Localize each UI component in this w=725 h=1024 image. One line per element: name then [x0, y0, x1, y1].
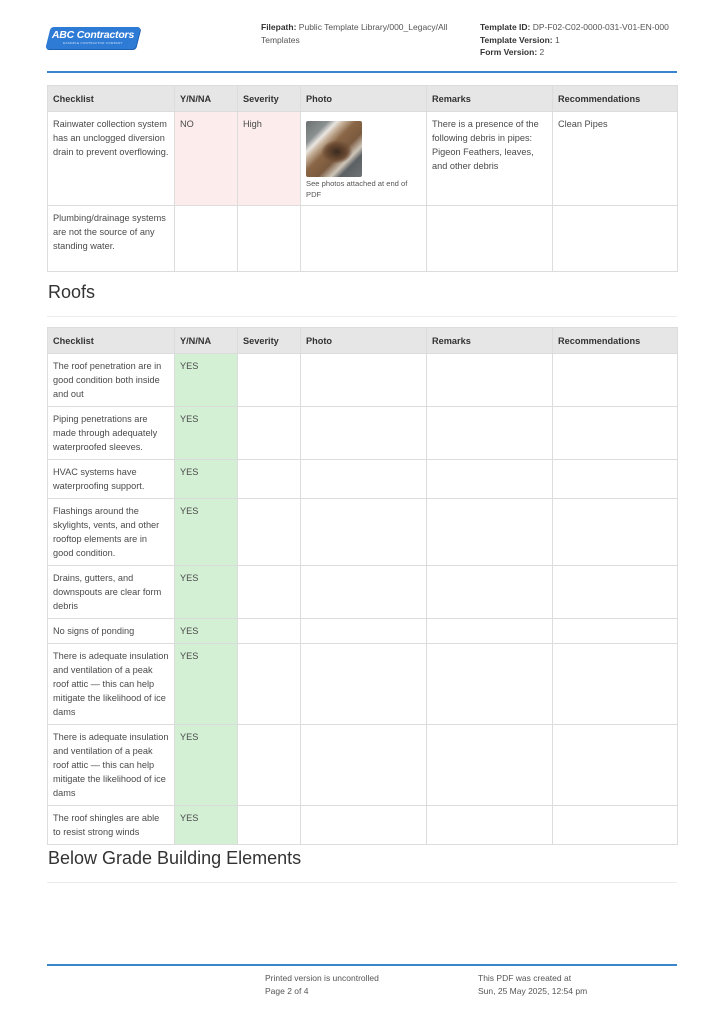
- ynna-cell: YES: [175, 499, 238, 566]
- remarks-cell: There is a presence of the following debris in pipes: Pigeon Feathers, leaves, and other debris: [427, 112, 553, 206]
- form-version-value: 2: [539, 47, 545, 57]
- uncontrolled-notice: Printed version is uncontrolled: [265, 973, 379, 983]
- recommendations-cell: [553, 644, 678, 725]
- col-header-severity: Severity: [238, 86, 301, 112]
- checklist-cell: The roof shingles are able to resist strong winds: [48, 806, 175, 845]
- severity-cell: [238, 407, 301, 460]
- form-version-label: Form Version:: [480, 47, 538, 57]
- page-number: Page 2 of 4: [265, 985, 309, 996]
- photo-thumbnail[interactable]: [306, 121, 362, 177]
- footer-created-info: [478, 972, 587, 997]
- table-row: [48, 407, 678, 460]
- ynna-cell: NO: [175, 112, 238, 206]
- severity-cell: High: [238, 112, 301, 206]
- checklist-cell: HVAC systems have waterproofing support.: [48, 460, 175, 499]
- recommendations-cell: Clean Pipes: [553, 112, 678, 206]
- footer-divider: [47, 964, 677, 966]
- recommendations-cell: [553, 206, 678, 272]
- table-row: [48, 206, 678, 272]
- photo-cell: [301, 206, 427, 272]
- table-row: [48, 806, 678, 845]
- ynna-cell: YES: [175, 460, 238, 499]
- table-row: [48, 725, 678, 806]
- col-header-photo: Photo: [301, 328, 427, 354]
- photo-cell: [301, 725, 427, 806]
- severity-cell: [238, 460, 301, 499]
- photo-cell: [301, 806, 427, 845]
- table-row: [48, 112, 678, 206]
- filepath-value: Public Template Library/000_Legacy/All Templates: [261, 22, 448, 45]
- template-id-label: Template ID:: [480, 22, 531, 32]
- checklist-cell: Piping penetrations are made through adequately waterproofed sleeves.: [48, 407, 175, 460]
- checklist-table-roofs: [47, 327, 678, 845]
- col-header-recommendations: Recommendations: [553, 86, 678, 112]
- section-title-below-grade: Below Grade Building Elements: [48, 848, 302, 868]
- checklist-cell: There is adequate insulation and ventilation of a peak roof attic — this can help mitigate the likelihood of ice dams: [48, 644, 175, 725]
- section-divider: [47, 882, 677, 883]
- remarks-cell: [427, 407, 553, 460]
- remarks-cell: [427, 644, 553, 725]
- severity-cell: [238, 725, 301, 806]
- checklist-cell: Flashings around the skylights, vents, and other rooftop elements are in good condition.: [48, 499, 175, 566]
- template-info-block: [480, 21, 700, 59]
- checklist-cell: The roof penetration are in good condition both inside and out: [48, 354, 175, 407]
- photo-cell: [301, 112, 427, 206]
- col-header-ynna: Y/N/NA: [175, 86, 238, 112]
- ynna-cell: YES: [175, 725, 238, 806]
- severity-cell: [238, 806, 301, 845]
- recommendations-cell: [553, 806, 678, 845]
- filepath-label: Filepath:: [261, 22, 297, 32]
- severity-cell: [238, 644, 301, 725]
- created-label: This PDF was created at: [478, 973, 572, 983]
- recommendations-cell: [553, 460, 678, 499]
- photo-cell: [301, 619, 427, 644]
- table-row: [48, 566, 678, 619]
- created-timestamp: Sun, 25 May 2025, 12:54 pm: [478, 985, 588, 996]
- form-version: [480, 46, 700, 59]
- template-id-value: DP-F02-C02-0000-031-V01-EN-000: [532, 22, 669, 32]
- recommendations-cell: [553, 354, 678, 407]
- header-divider: [47, 71, 677, 73]
- checklist-cell: Drains, gutters, and downspouts are clear form debris: [48, 566, 175, 619]
- remarks-cell: [427, 725, 553, 806]
- checklist-cell: No signs of ponding: [48, 619, 175, 644]
- ynna-cell: YES: [175, 407, 238, 460]
- remarks-cell: [427, 354, 553, 407]
- col-header-checklist: Checklist: [48, 86, 175, 112]
- ynna-cell: YES: [175, 644, 238, 725]
- logo-tagline: EXAMPLE CONTRACTOR COMPANY: [63, 41, 123, 45]
- table-row: [48, 354, 678, 407]
- col-header-ynna: Y/N/NA: [175, 328, 238, 354]
- filepath-block: [261, 21, 461, 46]
- company-logo: [48, 27, 138, 49]
- severity-cell: [238, 206, 301, 272]
- table-header-row: [48, 328, 678, 354]
- remarks-cell: [427, 619, 553, 644]
- recommendations-cell: [553, 619, 678, 644]
- ynna-cell: YES: [175, 566, 238, 619]
- table-row: [48, 619, 678, 644]
- remarks-cell: [427, 566, 553, 619]
- photo-cell: [301, 644, 427, 725]
- photo-cell: [301, 460, 427, 499]
- template-version-label: Template Version:: [480, 34, 553, 45]
- col-header-recommendations: Recommendations: [553, 328, 678, 354]
- recommendations-cell: [553, 499, 678, 566]
- table-header-row: [48, 86, 678, 112]
- remarks-cell: [427, 206, 553, 272]
- footer-page-info: [265, 972, 379, 997]
- checklist-cell: There is adequate insulation and ventilation of a peak roof attic — this can help mitigate the likelihood of ice dams: [48, 725, 175, 806]
- remarks-cell: [427, 460, 553, 499]
- template-version-value: 1: [554, 34, 560, 45]
- ynna-cell: YES: [175, 619, 238, 644]
- col-header-remarks: Remarks: [427, 328, 553, 354]
- photo-cell: [301, 407, 427, 460]
- page-header: [0, 0, 725, 73]
- checklist-cell: Plumbing/drainage systems are not the source of any standing water.: [48, 206, 175, 272]
- section-divider: [47, 316, 677, 317]
- template-version: [480, 34, 700, 47]
- col-header-photo: Photo: [301, 86, 427, 112]
- table-row: [48, 644, 678, 725]
- photo-cell: [301, 566, 427, 619]
- recommendations-cell: [553, 566, 678, 619]
- photo-cell: [301, 354, 427, 407]
- photo-caption: See photos attached at end of PDF: [306, 179, 408, 199]
- checklist-table-plumbing: [47, 85, 678, 272]
- remarks-cell: [427, 806, 553, 845]
- col-header-remarks: Remarks: [427, 86, 553, 112]
- photo-cell: [301, 499, 427, 566]
- table-row: [48, 460, 678, 499]
- template-id: [480, 21, 700, 34]
- recommendations-cell: [553, 407, 678, 460]
- section-title-roofs: Roofs: [48, 282, 96, 302]
- col-header-severity: Severity: [238, 328, 301, 354]
- severity-cell: [238, 566, 301, 619]
- severity-cell: [238, 354, 301, 407]
- ynna-cell: YES: [175, 354, 238, 407]
- recommendations-cell: [553, 725, 678, 806]
- col-header-checklist: Checklist: [48, 328, 175, 354]
- remarks-cell: [427, 499, 553, 566]
- checklist-cell: Rainwater collection system has an unclogged diversion drain to prevent overflowing.: [48, 112, 175, 206]
- ynna-cell: [175, 206, 238, 272]
- severity-cell: [238, 619, 301, 644]
- logo-name: ABC Contractors: [51, 29, 135, 41]
- severity-cell: [238, 499, 301, 566]
- table-row: [48, 499, 678, 566]
- ynna-cell: YES: [175, 806, 238, 845]
